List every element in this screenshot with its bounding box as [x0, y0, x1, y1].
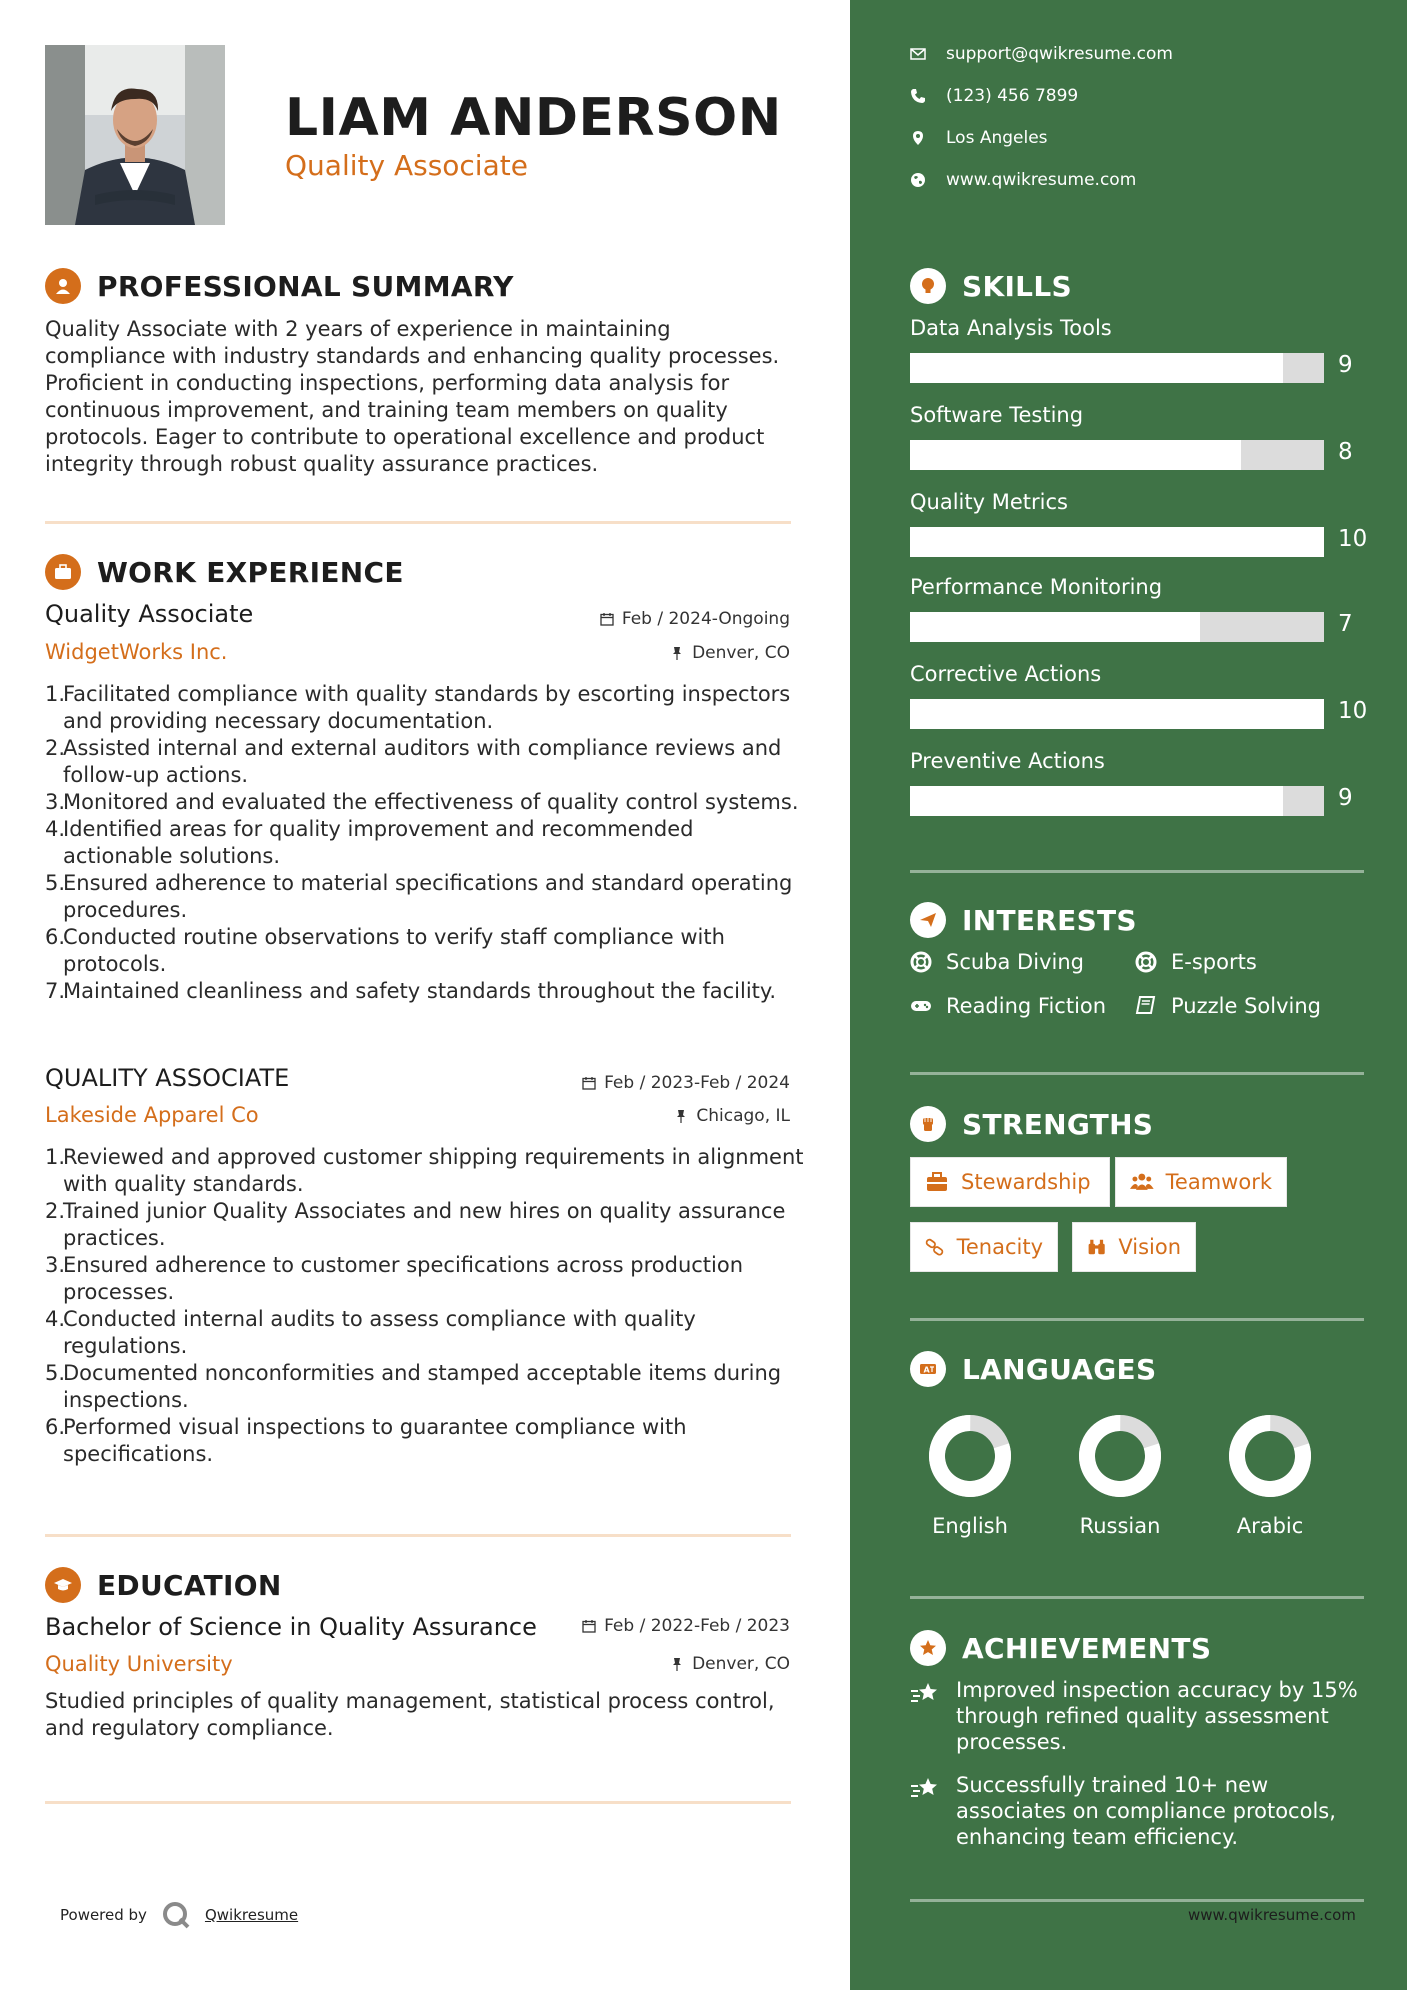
job-responsibilities	[45, 1144, 805, 1468]
briefcase-icon	[925, 1170, 949, 1194]
list-item-number: 4.	[45, 817, 66, 841]
list-item-number: 3.	[45, 1253, 66, 1277]
strength-label: Vision	[1118, 1235, 1181, 1259]
language-ring-fill	[1078, 1414, 1161, 1497]
list-item-number: 1.	[45, 682, 66, 706]
skill-name: Corrective Actions	[910, 662, 1102, 686]
list-item-number: 6.	[45, 925, 66, 949]
summary-title: PROFESSIONAL SUMMARY	[97, 269, 514, 303]
list-item	[45, 978, 805, 1005]
pin-icon	[670, 1657, 684, 1671]
education-heading	[45, 1567, 282, 1603]
job-location-text: Denver, CO	[692, 643, 790, 663]
skill-name: Software Testing	[910, 403, 1084, 427]
list-item	[45, 789, 805, 816]
phone-icon	[910, 88, 926, 104]
languages-title: LANGUAGES	[962, 1352, 1157, 1386]
skill-bar	[910, 440, 1324, 470]
list-item-text: Conducted internal audits to assess compliance with quality regulations.	[63, 1307, 696, 1358]
book-icon	[1135, 995, 1157, 1017]
list-item-text: Ensured adherence to customer specifications across production processes.	[63, 1253, 744, 1304]
skill-bar-fill	[910, 353, 1283, 383]
contact-phone-text: (123) 456 7899	[946, 86, 1079, 106]
skill-name: Quality Metrics	[910, 490, 1068, 514]
list-item	[45, 924, 805, 978]
education-location	[670, 1654, 790, 1674]
strength-chip	[1072, 1222, 1196, 1272]
achievements-heading	[910, 1630, 1211, 1666]
interest-label: Scuba Diving	[946, 950, 1084, 974]
education-date	[582, 1616, 790, 1636]
profile-photo	[45, 45, 225, 225]
job-location	[670, 643, 790, 663]
skill-level: 7	[1338, 611, 1353, 637]
strength-chip	[1115, 1157, 1287, 1207]
school-name: Quality University	[45, 1652, 233, 1676]
sidebar-divider	[910, 870, 1364, 873]
star-badge-icon	[910, 1630, 946, 1666]
summary-heading	[45, 268, 514, 304]
contact-email[interactable]	[910, 44, 1173, 64]
job-date-text: Feb / 2024-Ongoing	[621, 609, 790, 629]
skill-name: Preventive Actions	[910, 749, 1105, 773]
list-item-text: Ensured adherence to material specifications and standard operating procedures.	[63, 871, 793, 922]
job-date	[582, 1073, 790, 1093]
skill-bar	[910, 786, 1324, 816]
interest-item	[1135, 994, 1321, 1018]
list-item	[45, 1414, 805, 1468]
lifebuoy-icon	[1135, 951, 1157, 973]
degree-name: Bachelor of Science in Quality Assurance	[45, 1613, 537, 1641]
interest-item	[910, 950, 1084, 974]
strength-chip	[910, 1222, 1058, 1272]
strength-chip	[910, 1157, 1110, 1207]
list-item-text: Monitored and evaluated the effectiveness of quality control systems.	[63, 790, 799, 814]
interest-item	[1135, 950, 1257, 974]
language-item	[1210, 1414, 1330, 1538]
qwikresume-link[interactable]: Qwikresume	[204, 1906, 299, 1924]
contact-location-text: Los Angeles	[946, 128, 1048, 148]
language-ring-fill	[1228, 1414, 1311, 1497]
education-date-text: Feb / 2022-Feb / 2023	[604, 1616, 790, 1636]
list-item	[45, 1306, 805, 1360]
list-item	[45, 1360, 805, 1414]
candidate-name: LIAM ANDERSON	[285, 88, 782, 148]
language-icon	[910, 1351, 946, 1387]
sidebar-divider	[910, 1899, 1364, 1902]
achievement-item	[910, 1772, 1370, 1850]
sidebar-divider	[910, 1072, 1364, 1075]
calendar-icon	[582, 1076, 596, 1090]
pin-icon	[674, 1109, 688, 1123]
list-item-text: Identified areas for quality improvement and recommended actionable solutions.	[63, 817, 694, 868]
sidebar-divider	[910, 1596, 1364, 1599]
skill-level: 8	[1338, 439, 1353, 465]
list-item-text: Reviewed and approved customer shipping requirements in alignment with quality standards.	[63, 1145, 804, 1196]
skill-bar	[910, 353, 1324, 383]
contact-phone[interactable]	[910, 86, 1078, 106]
language-level-ring	[928, 1414, 1012, 1498]
list-item-number: 7.	[45, 979, 66, 1003]
list-item-number: 5.	[45, 871, 66, 895]
qwikresume-logo-icon	[161, 1900, 191, 1930]
list-item-text: Assisted internal and external auditors with compliance reviews and follow-up actions.	[63, 736, 782, 787]
list-item-text: Maintained cleanliness and safety standards throughout the facility.	[63, 979, 777, 1003]
languages-heading	[910, 1351, 1156, 1387]
skill-level: 9	[1338, 352, 1353, 378]
strength-label: Teamwork	[1165, 1170, 1272, 1194]
list-item-text: Facilitated compliance with quality standards by escorting inspectors and providing necessary documentation.	[63, 682, 791, 733]
powered-by	[60, 1900, 298, 1930]
list-item	[45, 1144, 805, 1198]
language-name: Russian	[1079, 1514, 1161, 1538]
list-item	[45, 735, 805, 789]
skill-bar-fill	[910, 699, 1324, 729]
skill-level: 9	[1338, 785, 1353, 811]
skill-bar-fill	[910, 786, 1283, 816]
calendar-icon	[582, 1619, 596, 1633]
briefcase-icon	[45, 554, 81, 590]
skill-bar	[910, 612, 1324, 642]
skill-name: Data Analysis Tools	[910, 316, 1112, 340]
job-location-text: Chicago, IL	[696, 1106, 790, 1126]
skill-level: 10	[1338, 526, 1368, 552]
sidebar-divider	[910, 1318, 1364, 1321]
job-responsibilities	[45, 681, 805, 1005]
list-item-text: Performed visual inspections to guarantee compliance with specifications.	[63, 1415, 687, 1466]
achievement-item	[910, 1677, 1370, 1755]
language-level-ring	[1078, 1414, 1162, 1498]
skill-level: 10	[1338, 698, 1368, 724]
list-item-text: Trained junior Quality Associates and new hires on quality assurance practices.	[63, 1199, 786, 1250]
language-item	[910, 1414, 1030, 1538]
powered-by-label: Powered by	[60, 1906, 147, 1924]
user-icon	[45, 268, 81, 304]
job-date-text: Feb / 2023-Feb / 2024	[604, 1073, 790, 1093]
company-name: Lakeside Apparel Co	[45, 1103, 259, 1127]
map-marker-icon	[910, 130, 926, 146]
skills-heading	[910, 268, 1072, 304]
paper-plane-icon	[910, 902, 946, 938]
list-item	[45, 816, 805, 870]
education-location-text: Denver, CO	[692, 1654, 790, 1674]
skill-name: Performance Monitoring	[910, 575, 1163, 599]
list-item-number: 2.	[45, 1199, 66, 1223]
gamepad-icon	[910, 995, 932, 1017]
company-name: WidgetWorks Inc.	[45, 640, 228, 664]
language-item	[1060, 1414, 1180, 1538]
achievement-text: Successfully trained 10+ new associates on compliance protocols, enhancing team efficiency.	[956, 1773, 1336, 1849]
strength-label: Tenacity	[956, 1235, 1043, 1259]
link-icon	[925, 1235, 945, 1259]
calendar-icon	[600, 612, 614, 626]
work-heading	[45, 554, 404, 590]
language-level-ring	[1228, 1414, 1312, 1498]
contact-website[interactable]	[910, 170, 1136, 190]
list-item-number: 6.	[45, 1415, 66, 1439]
skill-bar	[910, 527, 1324, 557]
interests-heading	[910, 902, 1137, 938]
list-item-text: Documented nonconformities and stamped acceptable items during inspections.	[63, 1361, 782, 1412]
section-divider	[45, 1801, 791, 1804]
list-item-number: 4.	[45, 1307, 66, 1331]
users-icon	[1130, 1170, 1154, 1194]
list-item	[45, 681, 805, 735]
pin-icon	[670, 646, 684, 660]
contact-email-text: support@qwikresume.com	[946, 44, 1173, 64]
footer-website[interactable]: www.qwikresume.com	[1188, 1906, 1356, 1924]
language-name: Arabic	[1236, 1514, 1304, 1538]
skill-bar-fill	[910, 612, 1200, 642]
list-item-number: 1.	[45, 1145, 66, 1169]
list-item	[45, 870, 805, 924]
job-date	[600, 609, 790, 629]
candidate-role: Quality Associate	[285, 149, 528, 182]
skill-bar-fill	[910, 440, 1241, 470]
section-divider	[45, 1534, 791, 1537]
interest-label: Reading Fiction	[946, 994, 1107, 1018]
job-location	[674, 1106, 790, 1126]
list-item-number: 2.	[45, 736, 66, 760]
section-divider	[45, 521, 791, 524]
skill-bar-fill	[910, 527, 1324, 557]
strengths-heading	[910, 1106, 1153, 1142]
strengths-title: STRENGTHS	[962, 1107, 1154, 1141]
list-item	[45, 1198, 805, 1252]
graduation-cap-icon	[45, 1567, 81, 1603]
svg-text:A: A	[923, 1365, 930, 1375]
language-name: English	[932, 1514, 1008, 1538]
job-title: Quality Associate	[45, 600, 254, 628]
strength-label: Stewardship	[961, 1170, 1091, 1194]
binoculars-icon	[1087, 1235, 1106, 1259]
skill-bar	[910, 699, 1324, 729]
interest-label: Puzzle Solving	[1171, 994, 1321, 1018]
achievements-title: ACHIEVEMENTS	[962, 1631, 1212, 1665]
contact-website-text: www.qwikresume.com	[946, 170, 1137, 190]
education-text: Studied principles of quality management, statistical process control, and regulatory compliance.	[45, 1689, 775, 1740]
shooting-star-icon	[910, 1774, 940, 1804]
interest-label: E-sports	[1171, 950, 1257, 974]
summary-text: Quality Associate with 2 years of experience in maintaining compliance with industry standards and enhancing quality processes. Proficient in conducting inspections, performing data analysis for continuous improvement, and training team members on quality protocols. Eager to contribute to operational excellence and product integrity through robust quality assurance practices.	[45, 317, 780, 476]
envelope-icon	[910, 46, 926, 62]
list-item-number: 3.	[45, 790, 66, 814]
skills-title: SKILLS	[962, 269, 1072, 303]
fist-icon	[910, 1106, 946, 1142]
lifebuoy-icon	[910, 951, 932, 973]
achievement-text: Improved inspection accuracy by 15% through refined quality assessment processes.	[956, 1678, 1358, 1754]
contact-location	[910, 128, 1048, 148]
job-title: QUALITY ASSOCIATE	[45, 1064, 290, 1092]
list-item-number: 5.	[45, 1361, 66, 1385]
interest-item	[910, 994, 1106, 1018]
interests-title: INTERESTS	[962, 903, 1137, 937]
work-title: WORK EXPERIENCE	[97, 555, 404, 589]
education-title: EDUCATION	[97, 1568, 282, 1602]
globe-icon	[910, 172, 926, 188]
language-ring-fill	[928, 1414, 1011, 1497]
sidebar	[850, 0, 1407, 1990]
shooting-star-icon	[910, 1679, 940, 1709]
list-item-text: Conducted routine observations to verify staff compliance with protocols.	[63, 925, 725, 976]
lightbulb-icon	[910, 268, 946, 304]
list-item	[45, 1252, 805, 1306]
